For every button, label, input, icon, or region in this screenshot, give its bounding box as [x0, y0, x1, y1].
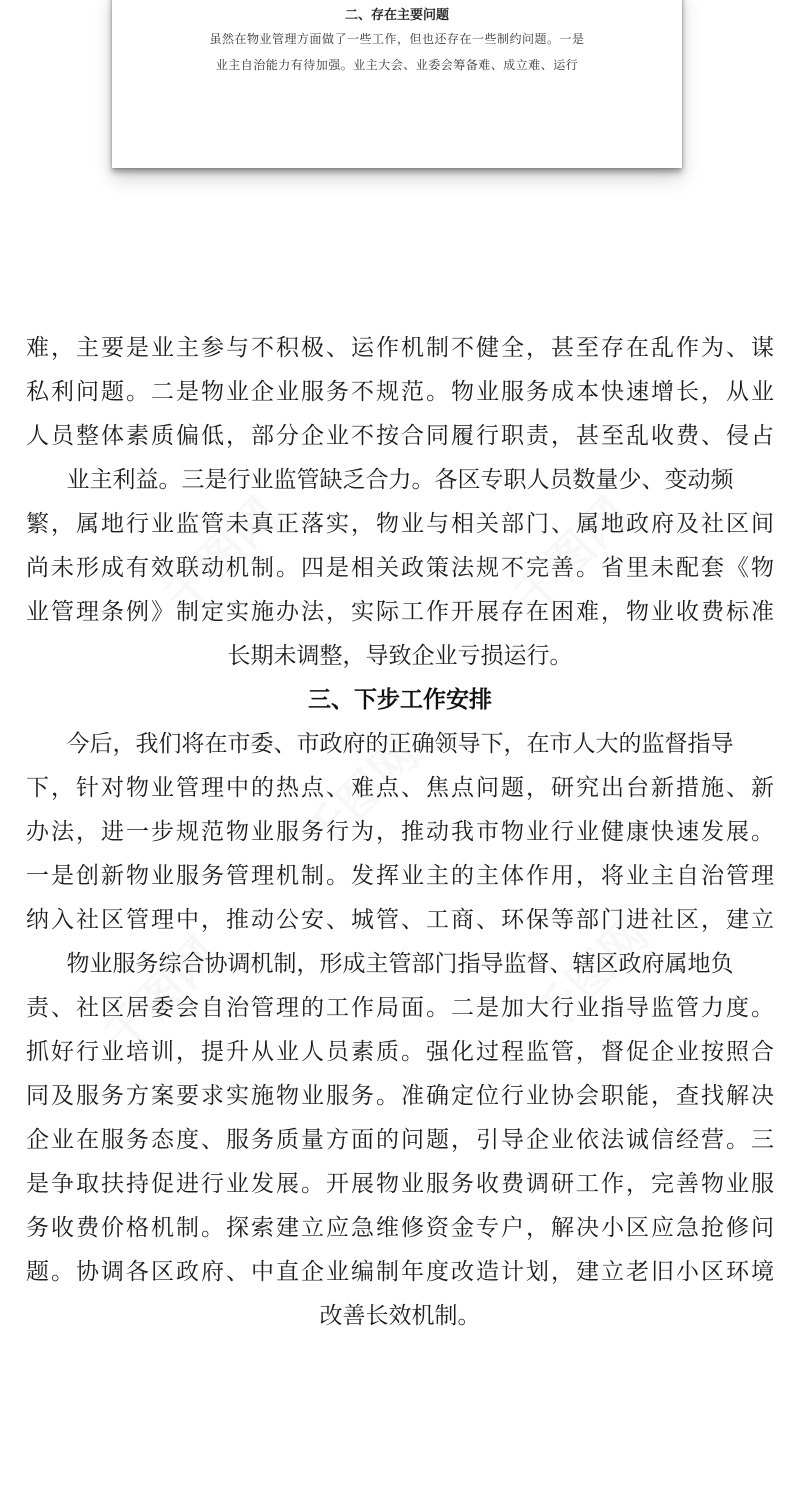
body-text-line: 下，针对物业管理中的热点、难点、焦点问题，研究出台新措施、新 — [26, 775, 774, 801]
body-text-line: 抓好行业培训，提升从业人员素质。强化过程监管，督促企业按照合 — [26, 1039, 774, 1065]
body-text-line: 难，主要是业主参与不积极、运作机制不健全，甚至存在乱作为、谋 — [26, 335, 774, 361]
body-text-line: 纳入社区管理中，推动公安、城管、工商、环保等部门进社区，建立 — [26, 907, 774, 933]
watermark: 千图网 — [523, 907, 660, 1044]
body-text-line: 改善长效机制。 — [319, 1303, 481, 1329]
preview-section-heading: 二、存在主要问题 — [344, 8, 449, 23]
body-text-line: 同及服务方案要求实施物业服务。准确定位行业协会职能，查找解决 — [26, 1083, 774, 1109]
body-text-line: 今后，我们将在市委、市政府的正确领导下，在市人大的监督指导 — [66, 731, 734, 757]
body-text-line: 办法，进一步规范物业服务行为，推动我市物业行业健康快速发展。 — [26, 819, 774, 845]
body-text-line: 繁，属地行业监管未真正落实，物业与相关部门、属地政府及社区间 — [26, 511, 774, 537]
watermark: 千图网 — [153, 487, 290, 624]
preview-text-line: 业主自治能力有待加强。业主大会、业委会筹备难、成立难、运行 — [215, 58, 579, 72]
body-text-line: 务收费价格机制。探索建立应急维修资金专户，解决小区应急抢修问 — [26, 1215, 774, 1241]
body-text-line: 业主利益。三是行业监管缺乏合力。各区专职人员数量少、变动频 — [66, 467, 734, 493]
body-text-line: 业管理条例》制定实施办法，实际工作开展存在困难，物业收费标准 — [26, 599, 774, 625]
body-text-line: 私利问题。二是物业企业服务不规范。物业服务成本快速增长，从业 — [26, 379, 774, 405]
body-text-line: 物业服务综合协调机制，形成主管部门指导监督、辖区政府属地负 — [66, 951, 734, 977]
body-text-line: 尚未形成有效联动机制。四是相关政策法规不完善。省里未配套《物 — [26, 555, 774, 581]
body-text-line: 长期未调整，导致企业亏损运行。 — [227, 643, 573, 669]
watermark: 千图网 — [293, 727, 430, 864]
watermark: 千图网 — [503, 487, 640, 624]
body-text-line: 人员整体素质偏低，部分企业不按合同履行职责，甚至乱收费、侵占 — [26, 423, 774, 449]
body-text-line: 一是创新物业服务管理机制。发挥业主的主体作用，将业主自治管理 — [26, 863, 774, 889]
body-text-line: 题。协调各区政府、中直企业编制年度改造计划，建立老旧小区环境 — [26, 1259, 774, 1285]
document-preview-card — [112, 0, 682, 168]
section-heading: 三、下步工作安排 — [308, 687, 492, 713]
watermark: 千图网 — [93, 927, 230, 1064]
body-text-line: 企业在服务态度、服务质量方面的问题，引导企业依法诚信经营。三 — [26, 1127, 774, 1153]
body-text-line: 责、社区居委会自治管理的工作局面。二是加大行业指导监管力度。 — [26, 995, 774, 1021]
body-text-line: 是争取扶持促进行业发展。开展物业服务收费调研工作，完善物业服 — [26, 1171, 774, 1197]
preview-text-line: 虽然在物业管理方面做了一些工作，但也还存在一些制约问题。一是 — [209, 32, 585, 46]
